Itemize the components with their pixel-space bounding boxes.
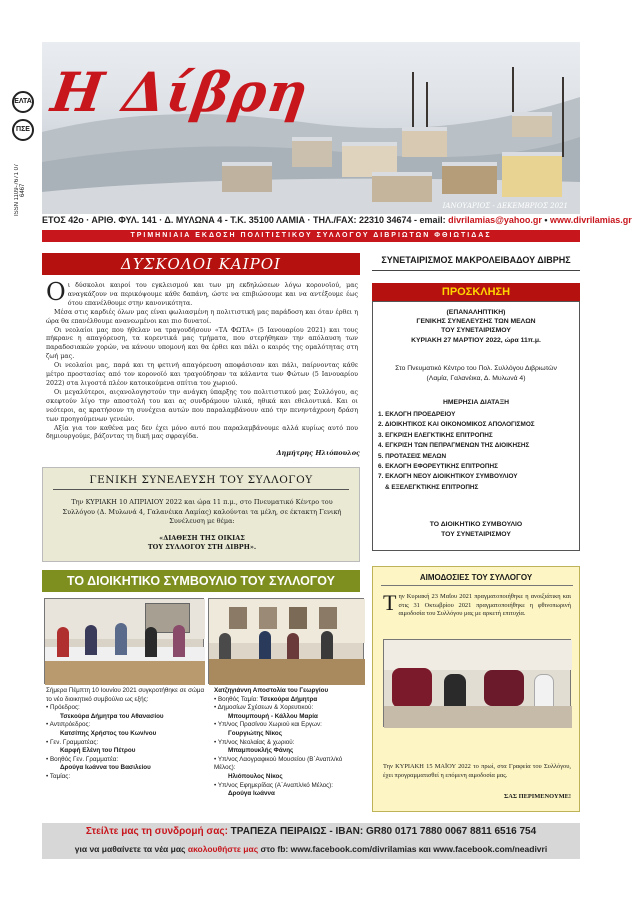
member-role: • Γεν. Γραμματέας: xyxy=(46,738,99,746)
member-name: Δρούγα Ιωάννα του Βασιλείου xyxy=(60,764,151,772)
info-text: ΕΤΟΣ 42ο · ΑΡΙΘ. ΦΥΛ. 141 · Δ. ΜΥΛΩΝΑ 4 - Τ.Κ. 35100 ΛΑΜΙΑ · ΤΗΛ./FAX: 22310 34674 - email: xyxy=(42,215,449,225)
agenda-item: 4. ΕΓΚΡΙΣΗ ΤΩΝ ΠΕΠΡΑΓΜΕΝΩΝ ΤΗΣ ΔΙΟΙΚΗΣΗΣ xyxy=(378,442,530,450)
coop-address: (Λαμία, Γαλανέικα, Δ. Μυλωνά 4) xyxy=(426,375,526,382)
board-photo-right xyxy=(208,598,364,684)
member-role: • Δημοσίων Σχέσεων & Χορευτικού: xyxy=(214,704,314,712)
article-paragraph: Οι μεγαλύτεροι, αιςανολογηστούν την ανάγκη ύπαρξης του πολιτιστικού μας Συλλόγου, ας σκεφτούν λίγο την αποστολή του και ας συνδράμουν υλικά, ηθικά και εθελοντικά. Και οι νεότεροι, ας κρατήσουν τη συνέχεια αυτών που παραλαμβάνουν από την πενηντάχρονη δράση των προηγούμενων γενεών. xyxy=(46,388,358,423)
article-body xyxy=(46,278,358,442)
article-heading: ΔΥΣΚΟΛΟΙ ΚΑΙΡΟΙ xyxy=(42,253,360,275)
blood-next-date: Την ΚΥΡΙΑΚΗ 15 ΜΑΪΟΥ 2022 το πρωί, στα Γραφεία του Συλλόγου, έχει προγραμματισθεί η επόμενη αιμοδοσία μας. xyxy=(383,763,571,779)
member-role: • Υπ/νος Πρασίνου Χωριού και Εργων: xyxy=(214,721,322,729)
member-role: • Αντιπρόεδρος: xyxy=(46,721,91,729)
member-name: Καρφή Ελένη του Πέτρου xyxy=(60,747,136,755)
blood-signature: ΣΑΣ ΠΕΡΙΜΕΝΟΥΜΕ! xyxy=(504,793,571,800)
agenda-item: 3. ΕΓΚΡΙΣΗ ΕΛΕΓΚΤΙΚΗΣ ΕΠΙΤΡΟΠΗΣ xyxy=(378,431,493,439)
board-member xyxy=(46,739,206,756)
agenda-item: 2. ΔΙΟΙΚΗΤΙΚΟΣ ΚΑΙ ΟΙΚΟΝΟΜΙΚΟΣ ΑΠΟΛΟΓΙΣΜΟΣ xyxy=(378,421,535,429)
agenda-item: 5. ΠΡΟΤΑΣΕΙΣ ΜΕΛΩΝ xyxy=(378,452,447,460)
coop-place: Στο Πνευματικό Κέντρο του Πολ. Συλλόγου Διβριωτών xyxy=(395,365,557,372)
article-paragraph: Οι νεολαίοι μας που ήθελαν να τραγουδήσουν «ΤΑ ΦΩΤΑ» (5 Ιανουαρίου 2021) και τους πήκρανε η απαγόρευση, τα κορεντικά μας τμήματα, που στερήθηκαν την απόλαυση των παραδοσιακών χορών, να κάνουν υπομονή και θα έρθει και πάλι ο καιρός της ομαλότητας στη ζωή μας. xyxy=(46,326,358,361)
board-member xyxy=(46,704,206,721)
assembly-theme xyxy=(57,534,347,552)
footer-facebook-links[interactable]: στο fb: www.facebook.com/divrilamias και www.facebook.com/neadivri xyxy=(258,844,548,854)
board-list-right xyxy=(214,687,364,799)
assembly-box xyxy=(42,467,360,562)
assembly-theme-line: ΤΟΥ ΣΥΛΛΟΓΟΥ ΣΤΗ ΔΙΒΡΗ». xyxy=(147,543,257,551)
blood-donation-box xyxy=(372,566,580,812)
blood-paragraph xyxy=(383,590,571,619)
info-separator: • xyxy=(541,215,551,225)
member-role: • Ταμίας: xyxy=(46,772,71,780)
blood-text: ην Κυριακή 23 Μαΐου 2021 πραγματοποιήθηκε η ανοιξιάτικη και στις 31 Οκτωβρίου 2021 πραγματοποιήθηκε η φθινοπωρινή αιμοδοσία του Συλλόγου μας με αρκετή επιτυχία. xyxy=(398,593,571,618)
agenda-item: & ΕΞΕΛΕΓΚΤΙΚΗΣ ΕΠΙΤΡΟΠΗΣ xyxy=(385,483,479,491)
coop-line: ΓΕΝΙΚΗΣ ΣΥΝΕΛΕΥΣΗΣ ΤΩΝ ΜΕΛΩΝ xyxy=(416,318,536,325)
divider xyxy=(53,489,349,490)
member-name: Γουργιώτης Νίκος xyxy=(228,729,282,737)
agenda-title: ΗΜΕΡΗΣΙΑ ΔΙΑΤΑΞΗ xyxy=(442,399,509,406)
board-member xyxy=(214,704,364,721)
board-photo-left xyxy=(44,598,204,684)
member-name: Χατζηγιάννη Αποστολία του Γεωργίου xyxy=(214,687,329,694)
footer-text: για να μαθαίνετε τα νέα μας xyxy=(74,844,188,854)
article-paragraph: ι δύσκολοι καιροί του εγκλεισμού και των μη εκδηλώσεων λόγω κορονοϊού, μας αναγκάζουν να περικόψουμε κάθε δαπάνη, ώστε να επιβιώσουμε και να αντέξουμε έως ότου επανέλθουμε στην κανονικότητα. xyxy=(67,282,358,307)
invitation-heading: ΠΡΟΣΚΛΗΣΗ xyxy=(372,283,580,301)
footer-cta: Στείλτε μας τη συνδρομή σας: xyxy=(85,826,228,837)
coop-title: ΣΥΝΕΤΑΙΡΙΣΜΟΣ ΜΑΚΡΟΛΕΙΒΑΔΟΥ ΔΙΒΡΗΣ xyxy=(372,255,580,271)
member-name: Δρούγα Ιωάννα xyxy=(228,790,275,798)
coop-signature: ΤΟΥ ΣΥΝΕΤΑΙΡΙΣΜΟΥ xyxy=(441,531,511,538)
website-link[interactable]: www.divrilamias.gr xyxy=(550,215,632,225)
member-role: • Βοηθός Ταμία: xyxy=(214,695,259,703)
article-paragraph: Μέσα στις καρδιές όλων μας είναι φωλιασμένη η πολιτιστική μας παράδοση και όταν έρθει η ώρα θα επανέλθουμε ανανεωμένοι και πιο δυνατοί. xyxy=(46,308,358,325)
divider xyxy=(381,585,573,586)
blood-dropcap: Τ xyxy=(383,590,397,615)
agenda-item: 1. ΕΚΛΟΓΗ ΠΡΟΕΔΡΕΙΟΥ xyxy=(378,411,456,418)
footer-subscription xyxy=(42,826,580,837)
board-member xyxy=(46,721,206,738)
issn-barcode: ISSN 1109-7671 07 6467 xyxy=(14,163,26,217)
board-heading: ΤΟ ΔΙΟΙΚΗΤΙΚΟ ΣΥΜΒΟΥΛΙΟ ΤΟΥ ΣΥΛΛΟΓΟΥ xyxy=(42,570,360,592)
footer-social xyxy=(42,844,580,854)
coop-line: (ΕΠΑΝΑΛΗΠΤΙΚΗ) xyxy=(446,309,506,316)
board-member xyxy=(46,756,206,773)
masthead-photo xyxy=(42,42,580,214)
board-member xyxy=(214,739,364,756)
member-name: Τσεκούρα Δήμητρα του Αθανασίου xyxy=(60,712,164,720)
publication-subtitle: ΤΡΙΜΗΝΙΑΙΑ ΕΚΔΟΣΗ ΠΟΛΙΤΙΣΤΙΚΟΥ ΣΥΛΛΟΓΟΥ ΔΙΒΡΙΩΤΩΝ ΦΘΙΩΤΙΔΑΣ xyxy=(42,230,580,242)
board-member xyxy=(46,773,206,782)
member-role: • Υπ/νος Λαογραφικού Μουσείου (Β΄Αναπλ/κό Μέλος): xyxy=(214,755,343,772)
assembly-title: ΓΕΝΙΚΗ ΣΥΝΕΛΕΥΣΗ ΤΟΥ ΣΥΛΛΟΓΟΥ xyxy=(89,474,313,486)
board-member xyxy=(214,721,364,738)
agenda-list xyxy=(378,410,576,493)
board-member xyxy=(214,782,364,799)
board-member xyxy=(214,696,364,705)
coop-invitation-box xyxy=(372,301,580,551)
board-intro: Σήμερα Πέμπτη 10 Ιουνίου 2021 συγκροτήθηκε σε σώμα το νέο διοικητικό συμβούλιο ως εξής: xyxy=(46,687,205,703)
member-name: Ηλιόπουλος Νίκος xyxy=(228,772,283,780)
member-role: • Υπ/νος Νεολαίας & χωριού: xyxy=(214,738,295,746)
member-role: • Υπ/νος Εφημερίδας (Α΄Αναπλ/κό Μέλος): xyxy=(214,781,334,789)
assembly-text: Την ΚΥΡΙΑΚΗ 10 ΑΠΡΙΛΙΟΥ 2022 και ώρα 11 π.μ., στο Πνευματικό Κέντρο του Συλλόγου (Δ. Μυλωνά 4, Γαλανέικα Λαμίας) καλούνται τα μέλη, σε έκτακτη Γενική Συνέλευση με θέμα: xyxy=(62,498,342,525)
assembly-theme-line: «ΔΙΑΘΕΣΗ ΤΗΣ ΟΙΚΙΑΣ xyxy=(159,534,245,542)
member-name: Μπαμπουκλής Φάνης xyxy=(228,747,294,755)
email-link[interactable]: divrilamias@yahoo.gr xyxy=(448,215,542,225)
article-paragraph: Οι νεολαίοι μας, παρά και τη φετινή απαγόρευση αποφάσισαν και πάλι, παίρνοντας κάθε μέτρο προστασίας από τον κορονοϊό και τραγούδησαν τα κάλαντα των Φώτων (5 Ιανουαρίου 2022) στα λιγοστά πλέον κατοικούμενα σπίτια του χωριού. xyxy=(46,362,358,387)
member-role: • Πρόεδρος: xyxy=(46,704,80,712)
member-name: Μπουμπουρή - Κάλλου Μαρία xyxy=(228,712,318,720)
info-bar xyxy=(42,215,632,229)
issue-date: ΙΑΝΟΥΑΡΙΟΣ - ΔΕΚΕΜΒΡΙΟΣ 2021 xyxy=(442,202,568,210)
agenda-item: 7. ΕΚΛΟΓΗ ΝΕΟΥ ΔΙΟΙΚΗΤΙΚΟΥ ΣΥΜΒΟΥΛΙΟΥ xyxy=(378,473,518,481)
blood-photo xyxy=(383,639,571,727)
agenda-item: 6. ΕΚΛΟΓΗ ΕΦΟΡΕΥΤΙΚΗΣ ΕΠΙΤΡΟΠΗΣ xyxy=(378,463,498,471)
member-role: • Βοηθός Γεν. Γραμματέα: xyxy=(46,755,119,763)
article-paragraph: Αξία για τον καθένα μας δεν έχει μόνο αυτό που παραλαμβάνουμε αλλά κυρίως αυτό που δημιουργούμε, βάζοντας τη δική μας σφραγίδα. xyxy=(46,424,358,441)
member-name: Τσεκούρα Δήμητρα xyxy=(259,695,318,703)
coop-line: ΤΟΥ ΣΥΝΕΤΑΙΡΙΣΜΟΥ xyxy=(441,327,511,334)
member-name: Κατσίπης Χρήστος του Κων/νου xyxy=(60,729,157,737)
article-dropcap: Ο xyxy=(46,278,66,306)
board-member xyxy=(214,756,364,782)
footer-iban: ΤΡΑΠΕΖΑ ΠΕΙΡΑΙΩΣ - IBAN: GR80 0171 7880 0067 8811 6516 754 xyxy=(227,826,537,837)
coop-signature: ΤΟ ΔΙΟΙΚΗΤΙΚΟ ΣΥΜΒΟΥΛΙΟ xyxy=(429,521,523,528)
pse-logo: ΠΣΕ xyxy=(12,119,34,141)
footer-banner xyxy=(42,823,580,859)
blood-title: ΑΙΜΟΔΟΣΙΕΣ ΤΟΥ ΣΥΛΛΟΓΟΥ xyxy=(419,573,533,582)
coop-date: ΚΥΡΙΑΚΗ 27 ΜΑΡΤΙΟΥ 2022, ώρα 11π.μ. xyxy=(411,337,541,344)
board-list-left xyxy=(46,687,206,782)
article-signature: Δημήτρης Ηλιόπουλος xyxy=(276,449,360,457)
newspaper-title: Η Δίβρη xyxy=(47,60,313,124)
elta-logo: ΕΛΤΑ xyxy=(12,91,34,113)
footer-follow: ακολουθήστε μας xyxy=(187,844,259,854)
